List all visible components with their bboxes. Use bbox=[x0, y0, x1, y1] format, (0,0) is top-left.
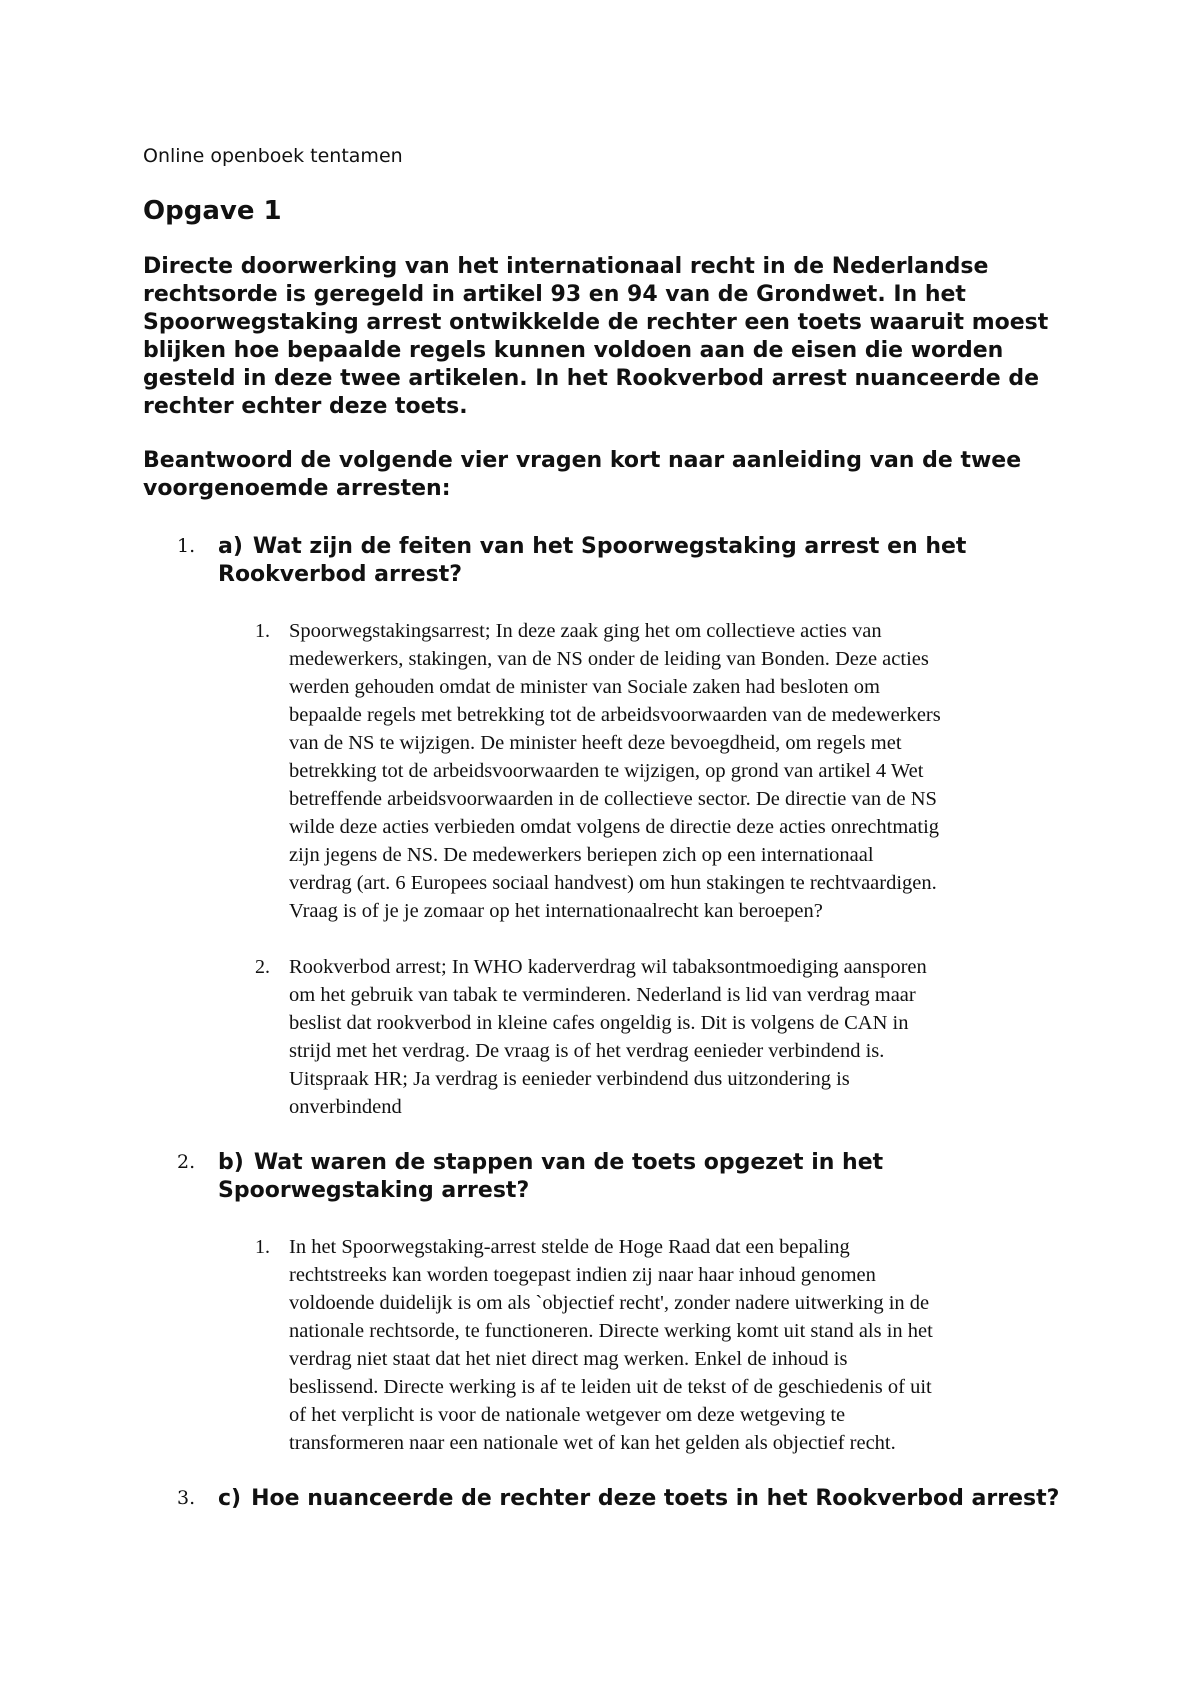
answer-line: beslissend. Directe werking is af te leiden uit de tekst of de geschiedenis of uit bbox=[289, 1376, 932, 1398]
question-line: Rookverbod arrest? bbox=[218, 562, 463, 587]
answer-line: verdrag (art. 6 Europees sociaal handvest) om hun stakingen te rechtvaardigen. bbox=[289, 872, 937, 894]
answer-line: In het Spoorwegstaking-arrest stelde de Hoge Raad dat een bepaling bbox=[289, 1236, 850, 1258]
intro-line: rechtsorde is geregeld in artikel 93 en 94 van de Grondwet. In het bbox=[143, 282, 966, 307]
answer-line: zijn jegens de NS. De medewerkers beriepen zich op een internationaal bbox=[289, 844, 874, 866]
question-number: 2. bbox=[177, 1151, 196, 1173]
answer-number: 2. bbox=[255, 956, 270, 978]
question-line: Wat waren de stappen van de toets opgezet in het bbox=[253, 1150, 884, 1175]
answer-line: transformeren naar een nationale wet of kan het gelden als objectief recht. bbox=[289, 1432, 896, 1454]
intro-line: Spoorwegstaking arrest ontwikkelde de rechter een toets waaruit moest bbox=[143, 310, 1049, 335]
question-3 bbox=[143, 1485, 1083, 1513]
intro-paragraph bbox=[143, 253, 1083, 421]
answer-line: betreffende arbeidsvoorwaarden in de collectieve sector. De directie van de NS bbox=[289, 788, 937, 810]
answer-line: betrekking tot de arbeidsvoorwaarden te wijzigen, op grond van artikel 4 Wet bbox=[289, 760, 924, 782]
question-line: Wat zijn de feiten van het Spoorwegstaking arrest en het bbox=[252, 534, 967, 559]
answer-line: strijd met het verdrag. De vraag is of het verdrag eenieder verbindend is. bbox=[289, 1040, 885, 1062]
instruction-paragraph bbox=[143, 447, 1083, 503]
answer-line: wilde deze acties verbieden omdat volgens de directie deze acties onrechtmatig bbox=[289, 816, 940, 838]
answer-number: 1. bbox=[255, 1236, 270, 1258]
answer-line: van de NS te wijzigen. De minister heeft deze bevoegdheid, om regels met bbox=[289, 732, 902, 754]
intro-line: rechter echter deze toets. bbox=[143, 394, 468, 419]
question-2 bbox=[143, 1149, 1083, 1205]
answer-1-2 bbox=[143, 953, 1083, 1121]
question-number: 3. bbox=[177, 1487, 196, 1509]
answer-line: medewerkers, stakingen, van de NS onder de leiding van Bonden. Deze acties bbox=[289, 648, 929, 670]
answer-line: Uitspraak HR; Ja verdrag is eenieder verbindend dus uitzondering is bbox=[289, 1068, 850, 1090]
answer-number: 1. bbox=[255, 620, 270, 642]
answer-1-1 bbox=[143, 617, 1083, 925]
question-text bbox=[218, 1485, 1083, 1513]
instruction-line: Beantwoord de volgende vier vragen kort naar aanleiding van de twee bbox=[143, 448, 1022, 473]
question-text bbox=[218, 1149, 1083, 1205]
answer-line: bepaalde regels met betrekking tot de arbeidsvoorwaarden van de medewerkers bbox=[289, 704, 941, 726]
answer-line: beslist dat rookverbod in kleine cafes ongeldig is. Dit is volgens de CAN in bbox=[289, 1012, 909, 1034]
answer-line: voldoende duidelijk is om als `objectief recht', zonder nadere uitwerking in de bbox=[289, 1292, 930, 1314]
answer-line: werden gehouden omdat de minister van Sociale zaken had besloten om bbox=[289, 676, 880, 698]
instruction-line: voorgenoemde arresten: bbox=[143, 476, 451, 501]
answer-text bbox=[289, 1233, 1089, 1457]
question-text bbox=[218, 533, 1083, 589]
answer-line: rechtstreeks kan worden toegepast indien zij naar haar inhoud genomen bbox=[289, 1264, 876, 1286]
answer-text bbox=[289, 953, 1089, 1121]
question-letter: a) bbox=[218, 534, 243, 559]
answer-2-1 bbox=[143, 1233, 1083, 1457]
intro-line: blijken hoe bepaalde regels kunnen voldoen aan de eisen die worden bbox=[143, 338, 1004, 363]
assignment-heading: Opgave 1 bbox=[143, 196, 282, 226]
answer-line: of het verplicht is voor de nationale wetgever om deze wetgeving te bbox=[289, 1404, 846, 1426]
intro-line: gesteld in deze twee artikelen. In het Rookverbod arrest nuanceerde de bbox=[143, 366, 1040, 391]
document-header: Online openboek tentamen bbox=[143, 145, 403, 167]
question-1 bbox=[143, 533, 1083, 589]
answer-line: Rookverbod arrest; In WHO kaderverdrag wil tabaksontmoediging aansporen bbox=[289, 956, 927, 978]
answer-line: Spoorwegstakingsarrest; In deze zaak ging het om collectieve acties van bbox=[289, 620, 882, 642]
answer-text bbox=[289, 617, 1089, 925]
question-letter: b) bbox=[218, 1150, 244, 1175]
question-letter: c) bbox=[218, 1486, 242, 1511]
answer-line: Vraag is of je je zomaar op het internationaalrecht kan beroepen? bbox=[289, 900, 823, 922]
answer-line: verdrag niet staat dat het niet direct mag werken. Enkel de inhoud is bbox=[289, 1348, 848, 1370]
question-line: Hoe nuanceerde de rechter deze toets in het Rookverbod arrest? bbox=[251, 1486, 1060, 1511]
intro-line: Directe doorwerking van het internationaal recht in de Nederlandse bbox=[143, 254, 989, 279]
document-page bbox=[143, 143, 1083, 1513]
question-line: Spoorwegstaking arrest? bbox=[218, 1178, 530, 1203]
answer-line: nationale rechtsorde, te functioneren. Directe werking komt uit stand als in het bbox=[289, 1320, 933, 1342]
question-number: 1. bbox=[177, 535, 196, 557]
answer-line: onverbindend bbox=[289, 1096, 402, 1118]
answer-line: om het gebruik van tabak te verminderen. Nederland is lid van verdrag maar bbox=[289, 984, 916, 1006]
